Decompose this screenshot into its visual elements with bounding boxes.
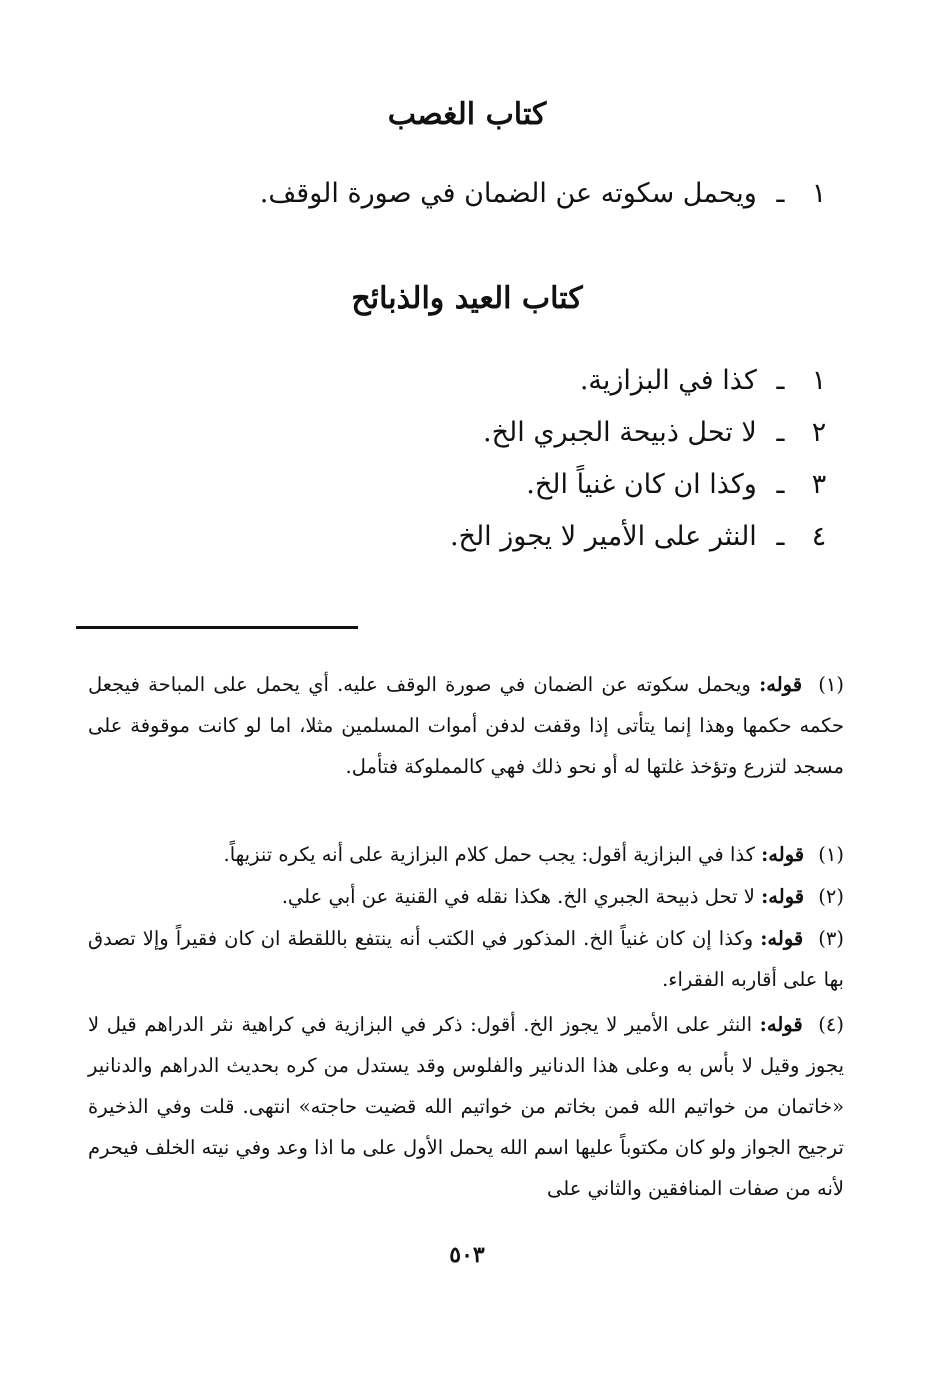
item-number: ١ <box>811 365 827 396</box>
footnote-text: النثر على الأمير لا يجوز الخ. أقول: ذكر في البزازية في كراهية نثر الدراهم قيل لا يجوز وقيل لا بأس به وعلى هذا الدنانير والفلوس وقد يستدل من كره بحديث الدراهم والدنانير «خاتمان من خواتيم الله فمن بخاتم من خواتيم الله قضيت حاجته» انتهى. قلت وفي الذخيرة ترجيح الجواز ولو كان مكتوباً عليها اسم الله يحمل الأول على ما اذا وعد وفي نيته الخلف فيحرم لأنه من صفات المنافقين والثاني على <box>88 1013 844 1200</box>
footnote-keyword: قوله: <box>761 885 805 908</box>
item-number: ٤ <box>811 521 827 552</box>
footnote-ref: (٣) <box>818 927 844 950</box>
section-title-eid-dhabaih: كتاب العيد والذبائح <box>351 281 583 316</box>
item-number: ٢ <box>811 417 827 448</box>
item-dash: ـ <box>776 469 785 500</box>
footnote-ref: (١) <box>818 673 844 696</box>
main-text-item <box>114 465 834 505</box>
footnote-keyword: قوله: <box>760 927 804 950</box>
item-dash: ـ <box>776 521 785 552</box>
main-text-item <box>114 413 834 453</box>
item-dash: ـ <box>776 178 785 209</box>
item-dash: ـ <box>776 365 785 396</box>
footnote-ref: (٤) <box>818 1013 844 1036</box>
item-text: كذا في البزازية. <box>579 365 757 396</box>
footnote-ref: (٢) <box>818 885 844 908</box>
page-number: ٥٠٣ <box>449 1242 485 1268</box>
main-text-item <box>114 517 834 557</box>
footnote-keyword: قوله: <box>761 843 805 866</box>
footnote-separator <box>76 626 358 629</box>
item-dash: ـ <box>776 417 785 448</box>
footnote-ref: (١) <box>818 843 844 866</box>
item-text: لا تحل ذبيحة الجبري الخ. <box>483 417 757 448</box>
item-number: ١ <box>811 178 827 209</box>
main-text-item <box>114 174 834 214</box>
main-text-item <box>114 361 834 401</box>
footnote-keyword: قوله: <box>759 1013 803 1036</box>
footnote <box>88 1004 844 1209</box>
footnote-text: كذا في البزازية أقول: يجب حمل كلام البزازية على أنه يكره تنزيهاً. <box>223 843 755 866</box>
footnote-text: ويحمل سكوته عن الضمان في صورة الوقف عليه. أي يحمل على المباحة فيجعل حكمه حكمها وهذا إنما يتأتى إذا وقفت لدفن أموات المسلمين مثلا، اما لو كانت موقوفة على مسجد لتزرع وتؤخذ غلتها له أو نحو ذلك فهي كالمملوكة فتأمل. <box>88 673 844 778</box>
footnote <box>88 918 844 1000</box>
footnote <box>88 876 844 917</box>
item-text: وكذا ان كان غنياً الخ. <box>526 469 757 500</box>
item-number: ٣ <box>811 469 827 500</box>
footnote-keyword: قوله: <box>759 673 803 696</box>
item-text: النثر على الأمير لا يجوز الخ. <box>449 521 757 552</box>
footnote <box>88 664 844 787</box>
footnote-text: لا تحل ذبيحة الجبري الخ. هكذا نقله في القنية عن أبي علي. <box>281 885 755 908</box>
section-title-ghasb: كتاب الغصب <box>387 97 547 132</box>
footnote-text: وكذا إن كان غنياً الخ. المذكور في الكتب أنه ينتفع باللقطة ان كان فقيراً وإلا تصدق بها على أقاربه الفقراء. <box>88 927 844 991</box>
footnote <box>88 834 844 875</box>
item-text: ويحمل سكوته عن الضمان في صورة الوقف. <box>259 178 757 209</box>
